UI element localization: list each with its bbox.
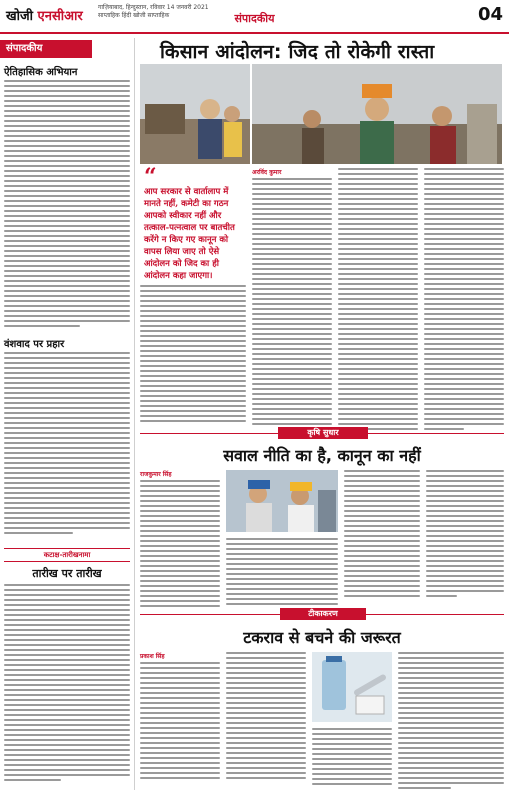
quote-mark-icon: “ [144, 164, 157, 190]
agri-body-col-1 [140, 480, 220, 610]
lead-body-col-0 [140, 285, 246, 425]
vaccine-body-col-2 [226, 652, 306, 782]
editorial-heading: ऐतिहासिक अभियान [4, 67, 78, 78]
pull-quote [144, 164, 244, 282]
logo-accent: एनसीआर [33, 9, 83, 24]
pull-quote-text: आप सरकार से वार्तालाप में मानते नहीं, कमेटी का गठन आपको स्वीकार नहीं और तत्काल-पत्नत्वाल पर बातचीत करेंगे न किए गए कानून को वापस लिया जाए तो ऐसे आंदोलन को जिद का ही आंदोलन कहा जाएगा। [144, 187, 235, 281]
vaccine-band: टीकाकरण [280, 608, 366, 620]
dateline-line-2: साप्ताहिक हिंदी खोजी साप्ताहिक [98, 12, 170, 19]
lead-byline: अरविंद कुमार [252, 169, 282, 176]
date-column-body [4, 584, 130, 784]
section-title: संपादकीय [234, 12, 275, 25]
column-tab: कटाक्ष-तारीखनामा [4, 548, 130, 562]
agri-body-col-3 [344, 470, 420, 600]
logo-main: खोजी [6, 9, 34, 24]
dateline-line-1: गाज़ियाबाद, हिन्दुस्तान, रविवार 14 जनवरी 2021 [98, 4, 209, 11]
lead-body-col-1 [252, 178, 332, 428]
lead-photo-right [252, 64, 502, 164]
vaccine-photo [312, 652, 392, 722]
vaccine-body-col-4 [398, 652, 504, 792]
masthead [0, 0, 509, 34]
vaccine-headline: टकराव से बचने की जरूरत [243, 628, 401, 647]
dynasty-body [4, 352, 130, 537]
agri-band: कृषि सुधार [278, 427, 368, 439]
date-column-heading: तारीख पर तारीख [32, 567, 102, 580]
vaccine-body-col-3 [312, 728, 392, 788]
column-divider [134, 38, 135, 790]
dynasty-heading: वंशवाद पर प्रहार [4, 339, 65, 350]
lead-photo-left [140, 64, 250, 164]
editorial-tab: संपादकीय [0, 40, 92, 58]
editorial-body [4, 80, 130, 330]
lead-body-col-2 [338, 168, 418, 433]
agri-body-col-4 [426, 470, 504, 600]
agri-headline: सवाल नीति का है, कानून का नहीं [223, 446, 421, 465]
vaccine-body-col-1 [140, 662, 220, 782]
agri-photo [226, 470, 338, 532]
lead-body-col-3 [424, 168, 504, 433]
agri-byline: राजकुमार सिंह [140, 471, 172, 478]
lead-headline: किसान आंदोलन: जिद तो रोकेगी रास्ता [160, 41, 435, 63]
agri-body-col-2 [226, 538, 338, 608]
vaccine-byline: प्रकाश सिंह [140, 653, 165, 660]
page-number: 04 [477, 4, 503, 25]
